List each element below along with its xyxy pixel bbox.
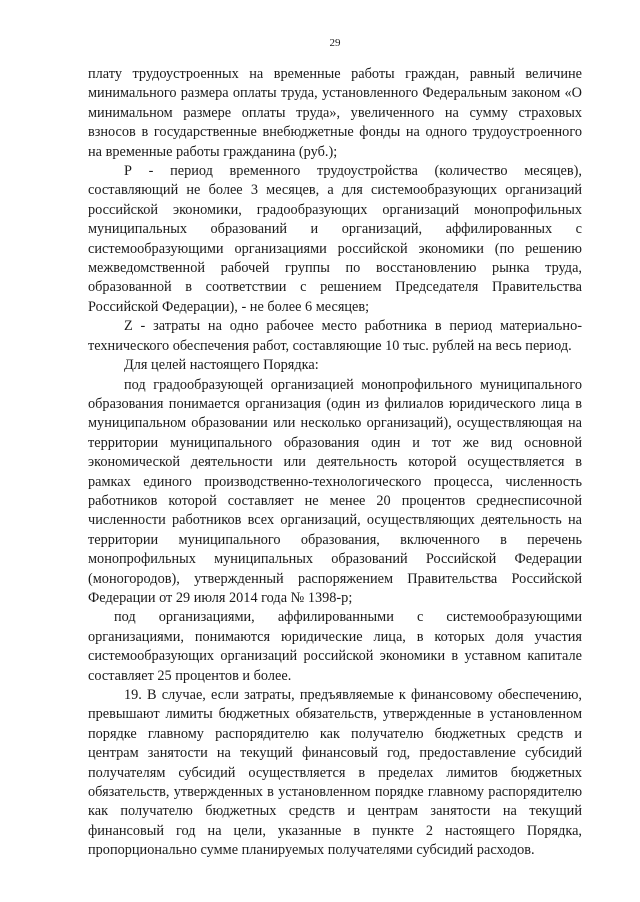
paragraph-purposes-intro: Для целей настоящего Порядка:: [124, 357, 319, 374]
paragraph-clause-19: 19. В случае, если затраты, предъявляемые к финансовому обеспечению, превышают лимиты бюджетных обязательств, утвержденные в установленном порядке главному распорядителю как получателю бюджетных средств и центрам занятости на текущий финансовый год, предоставление субсидий получателям субсидий осуществляется в пределах лимитов бюджетных обязательств, утвержденных в установленном порядке главному распорядителю как получателю бюджетных средств и центрам занятости на текущий финансовый год на цели, указанные в пункте 2 настоящего Порядка, пропорционально сумме планируемых получателями субсидий расходов.: [88, 687, 582, 859]
paragraph-period-definition: Р - период временного трудоустройства (количество месяцев), составляющий не более 3 месяцев, а для системообразующих организаций российской экономики, градообразующих организаций монопрофильных муниципальных образований и организаций, аффилированных с системообразующими организациями российской экономики (по решению межведомственной рабочей группы по восстановлению рынка труда, образованной в соответствии с решением Председателя Правительства Российской Федерации), - не более 6 месяцев;: [88, 163, 582, 315]
paragraph-affiliated-organizations: под организациями, аффилированными с системообразующими организациями, понимаются юридические лица, в которых доля участия системообразующих организаций российской экономики в уставном капитале составляет 25 процентов и более.: [88, 609, 582, 684]
paragraph-costs-definition: Z - затраты на одно рабочее место работника в период материально-технического обеспечения работ, составляющие 10 тыс. рублей на весь период.: [88, 318, 582, 354]
paragraph-town-forming-organization: под градообразующей организацией монопрофильного муниципального образования понимается организация (один из филиалов юридического лица в муниципальном образовании или несколько организаций), осуществляющая на территории муниципального образования один и тот же вид основной экономической деятельности или деятельность которой осуществляется в рамках единого производственно-технологического процесса, численность работников которой составляет не менее 20 процентов среднесписочной численности работников всех организаций, осуществляющих деятельность на территории муниципального образования, включенного в перечень монопрофильных муниципальных образований Российской Федерации (моногородов), утвержденный распоряжением Правительства Российской Федерации от 29 июля 2014 года № 1398-р;: [88, 376, 582, 606]
paragraph-wage-formula-continuation: плату трудоустроенных на временные работы граждан, равный величине минимального размера оплаты труда, установленного Федеральным законом «О минимальном размере оплаты труда», увеличенного на сумму страховых взносов в государственные внебюджетные фонды на одного трудоустроенного на временные работы гражданина (руб.);: [88, 66, 582, 160]
page-number: 29: [329, 37, 341, 49]
document-body: [88, 65, 582, 861]
